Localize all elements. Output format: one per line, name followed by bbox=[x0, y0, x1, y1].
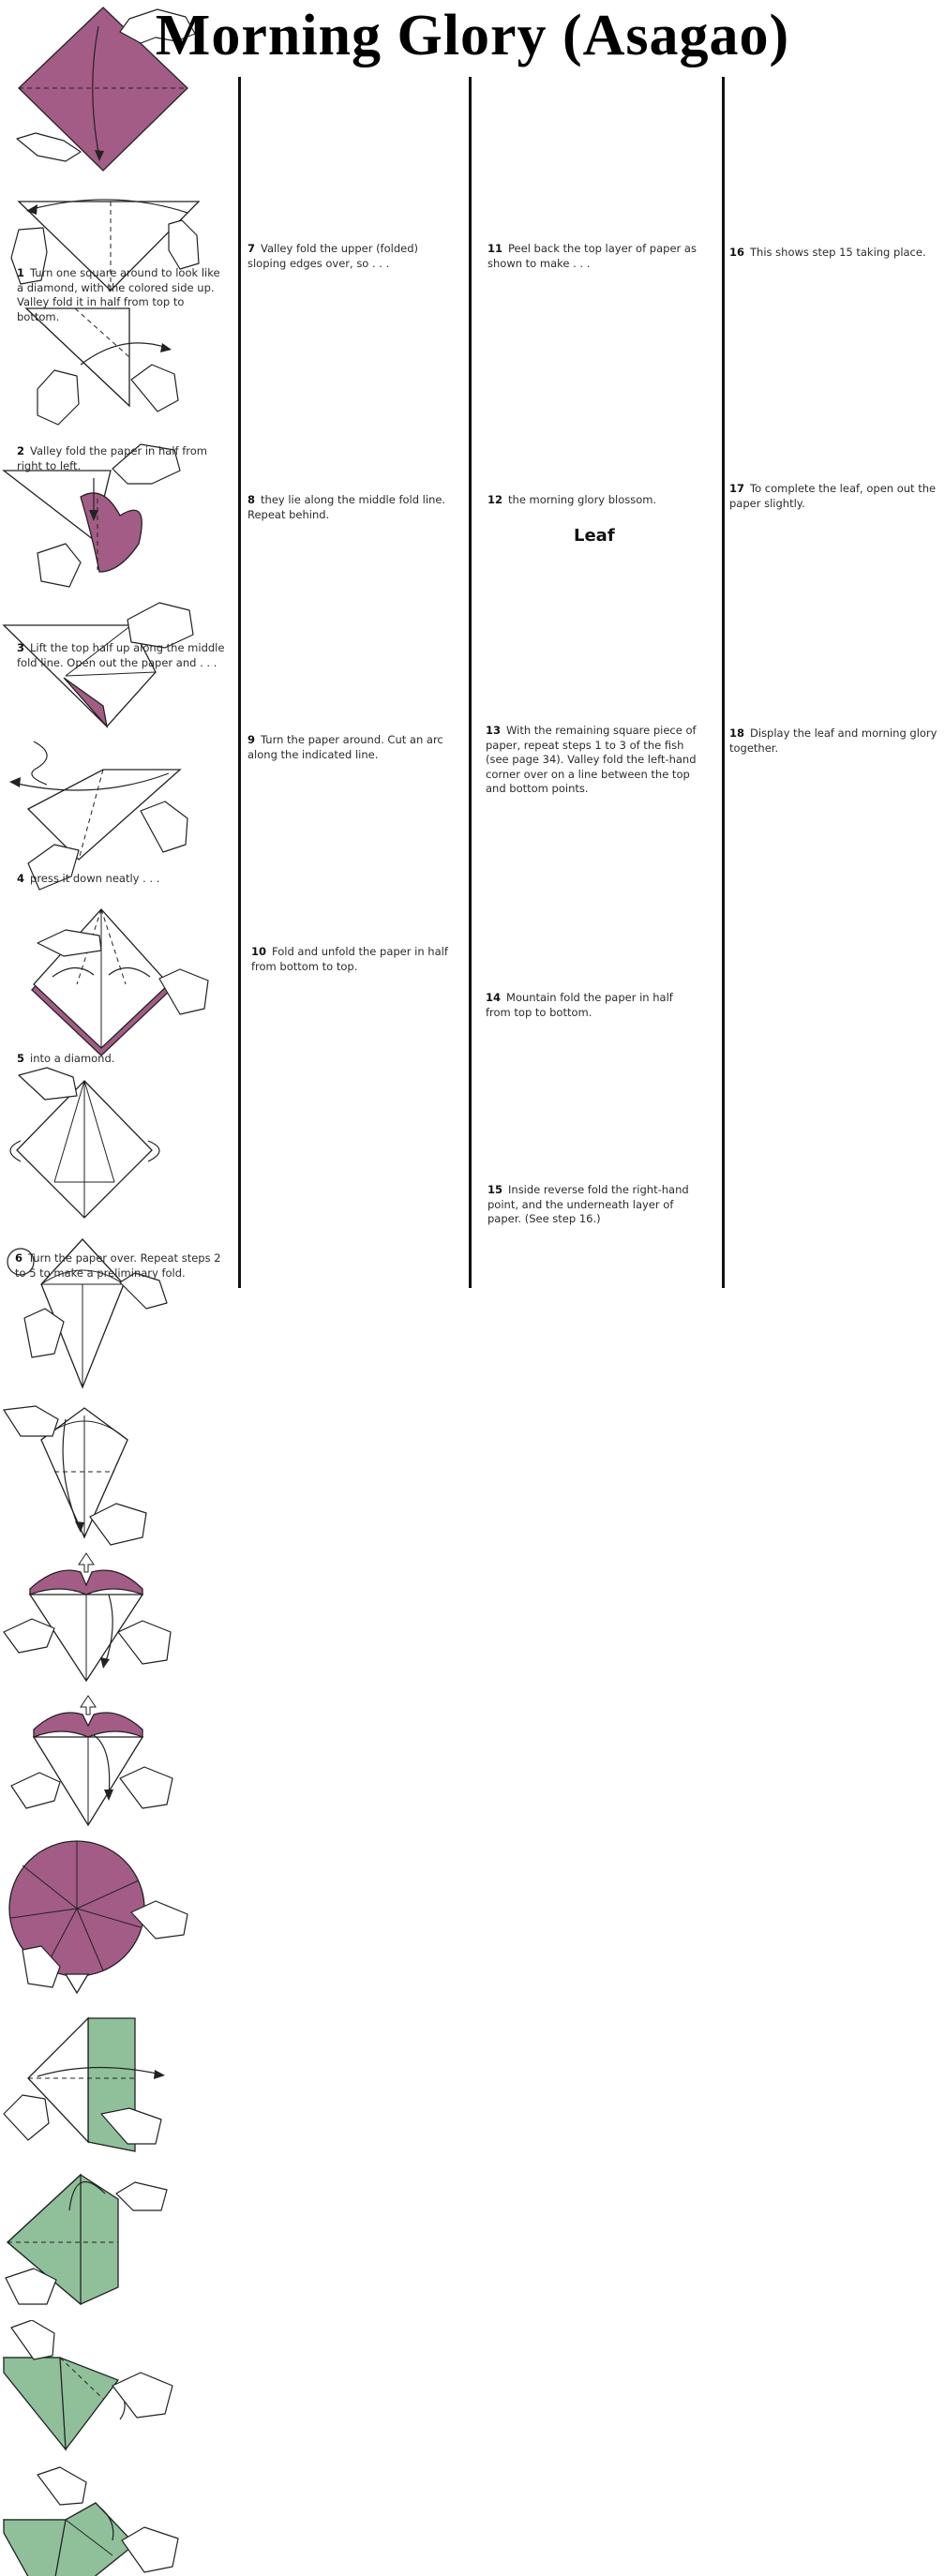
column-divider-1 bbox=[238, 77, 241, 1288]
step-3-caption: 3 Lift the top half up along the middle fold line. Open out the paper and . . . bbox=[17, 641, 225, 669]
column-divider-3 bbox=[722, 77, 725, 1288]
step-13-caption: 13 With the remaining square piece of paper, repeat steps 1 to 3 of the fish (see page 34). Valley fold the left-hand corner over on a line between the top and bottom points. bbox=[486, 724, 697, 795]
step-11-caption: 11 Peel back the top layer of paper as shown to make . . . bbox=[488, 242, 697, 270]
step-10b-diagram bbox=[0, 1551, 184, 1687]
page-title: Morning Glory (Asagao) bbox=[155, 4, 790, 67]
step-14-caption: 14 Mountain fold the paper in half from top to bottom. bbox=[486, 991, 673, 1019]
step-8-diagram bbox=[0, 1064, 188, 1223]
step-12-caption: 12 the morning glory blossom. bbox=[488, 493, 657, 506]
leaf-heading: Leaf bbox=[574, 526, 615, 546]
step-6-caption: 6 Turn the paper over. Repeat steps 2 to 5 to make a preliminary fold. bbox=[15, 1251, 221, 1280]
step-18-caption: 18 Display the leaf and morning glory together. bbox=[729, 726, 938, 755]
step-1-caption: 1 Turn one square around to look like a diamond, with the colored side up. Valley fold it in half from top to bottom. bbox=[17, 266, 220, 323]
step-15-caption: 15 Inside reverse fold the right-hand point, and the underneath layer of paper. (See step 16.) bbox=[488, 1183, 689, 1225]
step-9-caption: 9 Turn the paper around. Cut an arc along the indicated line. bbox=[248, 733, 443, 761]
step-7-diagram bbox=[0, 900, 216, 1059]
step-14-diagram bbox=[0, 2165, 184, 2315]
step-3-diagram bbox=[0, 305, 206, 436]
step-16-diagram bbox=[0, 2465, 188, 2576]
step-11-diagram bbox=[0, 1692, 197, 1833]
step-10-caption: 10 Fold and unfold the paper in half from bottom to top. bbox=[251, 945, 448, 973]
step-8-caption: 8 they lie along the middle fold line. Repeat behind. bbox=[248, 493, 446, 521]
step-10-diagram bbox=[0, 1397, 182, 1547]
step-10b bbox=[0, 1551, 945, 1692]
step-16-caption: 16 This shows step 15 taking place. bbox=[729, 246, 926, 259]
step-12-diagram bbox=[0, 1837, 197, 2006]
step-17-caption: 17 To complete the leaf, open out the paper slightly. bbox=[729, 482, 937, 510]
column-divider-2 bbox=[469, 77, 472, 1288]
step-15-diagram bbox=[0, 2320, 188, 2461]
step-7-caption: 7 Valley fold the upper (folded) sloping edges over, so . . . bbox=[248, 242, 419, 270]
step-4-caption: 4 press it down neatly . . . bbox=[17, 872, 160, 885]
step-13-diagram bbox=[0, 2011, 197, 2161]
step-5-caption: 5 into a diamond. bbox=[17, 1052, 115, 1065]
step-2-caption: 2 Valley fold the paper in half from right to left. bbox=[17, 444, 207, 472]
